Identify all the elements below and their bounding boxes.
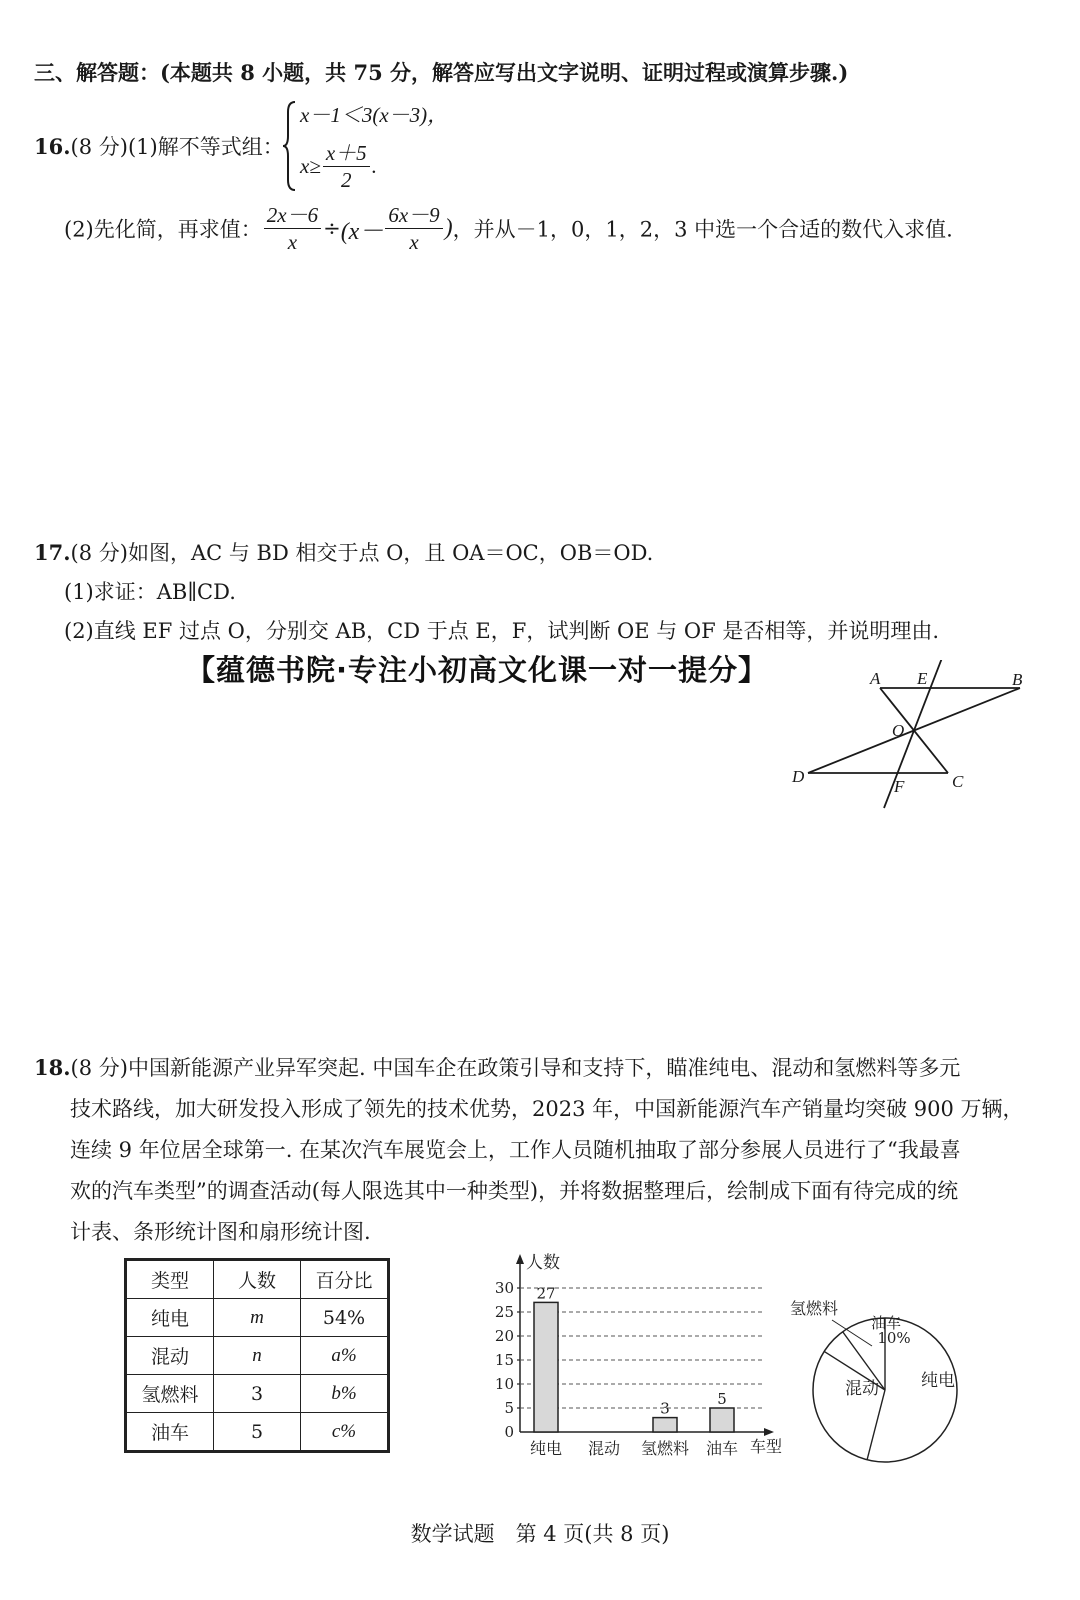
bar-value-label: 27 (536, 1284, 556, 1303)
y-tick-label: 20 (494, 1327, 514, 1345)
category-label: 纯电 (529, 1439, 563, 1458)
q18-line-5: 计表、条形统计图和扇形统计图. (70, 1220, 371, 1244)
bar-纯电 (534, 1302, 558, 1432)
q16-points: (8 分) (70, 135, 128, 159)
label-c: C (952, 772, 964, 791)
system-brace (282, 100, 298, 192)
q17-part1: (1)求证：AB∥CD. (64, 580, 236, 604)
x-axis-arrow (764, 1428, 774, 1436)
pie-chart (780, 1290, 980, 1490)
category-label: 油车 (705, 1439, 739, 1458)
y-tick-label: 5 (504, 1399, 514, 1417)
bar-氢燃料 (653, 1418, 677, 1432)
stat-table (124, 1258, 390, 1453)
inequality-2-fraction: $\frac{x+5}{2}$ (323, 140, 370, 193)
bar-value-label: 5 (717, 1390, 727, 1408)
table-row: 纯电 m 54% (126, 1299, 389, 1337)
fraction-1: $\frac{2x-6}{x}$ (264, 202, 321, 255)
q16-part2-label: (2)先化简，再求值： (64, 217, 262, 242)
q16-part2: (2)先化简，再求值： $\frac{2x-6}{x}$ ÷(x－ $\frac{6x-9}{x}$ )，并从－1，0，1，2，3 中选一个合适的数代入求值. (64, 203, 953, 254)
geometry-figure (780, 660, 1040, 820)
label-a: A (870, 669, 881, 688)
x-axis-label: 车型 (750, 1437, 783, 1456)
q18-line-2: 技术路线，加大研发投入形成了领先的技术优势，2023 年，中国新能源汽车产销量均突破 900 万辆， (70, 1097, 1024, 1121)
q16-part1-label: (1)解不等式组： (127, 135, 284, 159)
label-f: F (894, 777, 905, 796)
inequality-2: x≥ $\frac{x+5}{2}$ . (300, 141, 377, 192)
pie-label-oil-percent: 10% (877, 1329, 911, 1347)
label-o: O (892, 721, 905, 740)
y-tick-label: 25 (494, 1303, 514, 1321)
q18-line-3: 连续 9 年位居全球第一. 在某次汽车展览会上，工作人员随机抽取了部分参展人员进行了“我最喜 (70, 1138, 961, 1162)
bar-chart (480, 1248, 800, 1480)
pie-label-hybrid: 混动 (845, 1379, 879, 1399)
y-tick-label: 10 (494, 1375, 514, 1393)
bar-油车 (710, 1408, 734, 1432)
table-row: 油车 5 c% (126, 1413, 389, 1452)
fraction-2: $\frac{6x-9}{x}$ (385, 202, 442, 255)
table-row: 氢燃料 3 b% (126, 1375, 389, 1413)
section-header: 三、解答题：(本题共 8 小题，共 75 分，解答应写出文字说明、证明过程或演算步骤.) (34, 60, 849, 85)
table-header: 类型 (126, 1260, 214, 1299)
y-tick-label: 0 (504, 1423, 514, 1441)
q17-stem: 17.(8 分)如图，AC 与 BD 相交于点 O，且 OA＝OC，OB＝OD. (34, 540, 654, 565)
category-label: 混动 (587, 1439, 621, 1458)
q18-line-1: 18.(8 分)中国新能源产业异军突起. 中国车企在政策引导和支持下，瞄准纯电、混动和氢燃料等多元 (34, 1055, 961, 1080)
category-label: 氢燃料 (640, 1439, 690, 1458)
pie-label-pure: 纯电 (921, 1371, 955, 1391)
label-d: D (792, 767, 805, 786)
y-tick-label: 30 (494, 1279, 514, 1297)
q16-number: 16. (34, 134, 71, 159)
label-e: E (917, 669, 928, 688)
y-tick-label: 15 (494, 1351, 514, 1369)
table-header: 百分比 (301, 1260, 389, 1299)
table-header: 人数 (214, 1260, 301, 1299)
q16-part2-tail: ，并从－1，0，1，2，3 中选一个合适的数代入求值. (452, 217, 953, 242)
q17-part2: (2)直线 EF 过点 O，分别交 AB，CD 于点 E，F，试判断 OE 与 OF 是否相等，并说明理由. (64, 619, 940, 643)
q16-part1 (34, 132, 284, 162)
y-axis-label: 人数 (526, 1253, 560, 1273)
inequality-1: x－1＜3(x－3)， (300, 103, 449, 127)
pie-label-oil: 油车 (870, 1314, 902, 1332)
page-footer: 数学试题 第 4 页(共 8 页) (410, 1522, 670, 1546)
label-b: B (1012, 670, 1023, 689)
table-header-row (126, 1260, 389, 1299)
y-axis-arrow (516, 1254, 524, 1264)
q18-line-4: 欢的汽车类型”的调查活动(每人限选其中一种类型)，并将数据整理后，绘制成下面有待完成的统 (70, 1179, 959, 1203)
watermark-banner: 【蕴德书院·专注小初高文化课一对一提分】 (186, 653, 769, 687)
pie-label-hydrogen: 氢燃料 (789, 1299, 839, 1318)
table-row: 混动 n a% (126, 1337, 389, 1375)
bar-value-label: 3 (660, 1399, 670, 1418)
